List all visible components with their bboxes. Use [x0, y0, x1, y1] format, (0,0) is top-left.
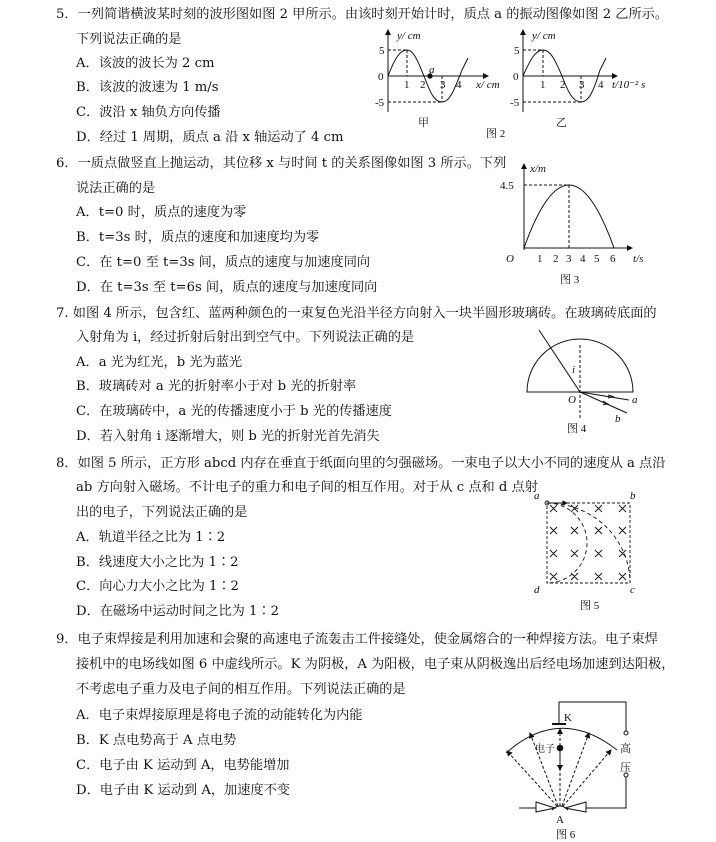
- fig5-corner-d: d: [534, 584, 540, 596]
- fig2-yi-ytick-0: 0: [513, 71, 519, 83]
- fig3-caption: 图 3: [560, 274, 580, 286]
- fig2-jia-label: 甲: [418, 117, 429, 129]
- fig2-jia-ytick-neg5: -5: [375, 97, 385, 109]
- q5-option-a: A．该波的波长为 2 cm: [76, 56, 215, 71]
- fig2-jia-xlabel: x/ cm: [476, 79, 500, 91]
- q8-stem-line2: ab 方向射入磁场。不计电子的重力和电子间的相互作用。对于从 c 点和 d 点射: [76, 480, 538, 495]
- q7-option-a: A．a 光为红光，b 光为蓝光: [76, 355, 243, 370]
- q9-stem-line1: 9．电子束焊接是利用加速和会聚的高速电子流轰击工件接缝处，使金属熔合的一种焊接方法。电子束焊: [56, 632, 658, 647]
- fig2-jia-xtick: 4: [456, 79, 462, 91]
- fig5-corner-b: b: [630, 490, 636, 502]
- q6-stem-line2: 说法正确的是: [76, 181, 156, 196]
- fig2-yi-xlabel: t/10⁻² s: [612, 79, 646, 91]
- fig2-jia-ylabel: y/ cm: [397, 30, 421, 42]
- fig3-ylabel: x/m: [530, 163, 546, 175]
- fig4-angle-i: i: [572, 364, 576, 376]
- q6-stem-line1: 6．一质点做竖直上抛运动，其位移 x 与时间 t 的关系图像如图 3 所示。下列: [56, 156, 507, 171]
- fig5-corner-a: a: [534, 490, 540, 502]
- fig3-xtick: 2: [553, 253, 559, 265]
- q6-option-c: C．在 t=0 至 t=3s 间，质点的速度与加速度同向: [76, 255, 371, 270]
- q8-stem-line1: 8．如图 5 所示，正方形 abcd 内存在垂直于纸面向里的匀强磁场。一束电子以大小不同的速度从 a 点沿: [56, 456, 666, 471]
- fig3-xtick: 3: [566, 253, 572, 265]
- fig2-yi-ytick-neg5: -5: [510, 97, 520, 109]
- fig2-point-a: a: [429, 64, 435, 76]
- q5-stem-line2: 下列说法正确的是: [76, 32, 182, 47]
- fig4-ray-a: a: [632, 394, 638, 406]
- fig2-yi-ytick-5: 5: [514, 45, 520, 57]
- fig6-anode-a: A: [556, 814, 564, 826]
- fig2-jia-xtick: 1: [404, 79, 410, 91]
- q6-option-b: B．t=3s 时，质点的速度和加速度均为零: [76, 230, 320, 245]
- fig2-jia-xtick: 2: [420, 79, 426, 91]
- q5-option-d: D．经过 1 周期，质点 a 沿 x 轴运动了 4 cm: [76, 130, 344, 145]
- fig6-high-voltage-1: 高: [620, 743, 631, 755]
- fig3-xtick: 5: [594, 253, 600, 265]
- fig3-peak-value: 4.5: [500, 180, 514, 192]
- figure-3-displacement-time-graph: [524, 164, 632, 250]
- figure-5-magnetic-field-square: [545, 501, 630, 583]
- fig6-cathode-k: K: [564, 712, 572, 724]
- q8-option-c: C．向心力大小之比为 1∶2: [76, 579, 239, 594]
- fig5-caption: 图 5: [580, 600, 600, 612]
- q7-option-c: C．在玻璃砖中，a 光的传播速度小于 b 光的传播速度: [76, 404, 392, 419]
- q7-stem-line1: 7. 如图 4 所示，包含红、蓝两种颜色的一束复色光沿半径方向射入一块半圆形玻璃砖。在玻璃砖底面的: [56, 306, 657, 321]
- fig4-caption: 图 4: [567, 423, 587, 435]
- fig3-xtick: 6: [610, 253, 616, 265]
- figure-2-jia-wave-graph: [388, 30, 488, 112]
- fig5-corner-c: c: [630, 584, 635, 596]
- fig6-high-voltage-2: 压: [620, 762, 631, 774]
- fig2-jia-ytick-5: 5: [379, 45, 385, 57]
- figure-2-yi-vibration-graph: [523, 30, 617, 112]
- fig2-jia-ytick-0: 0: [378, 71, 384, 83]
- q7-option-d: D．若入射角 i 逐渐增大，则 b 光的折射光首先消失: [76, 429, 380, 444]
- fig3-xtick: 4: [580, 253, 586, 265]
- fig2-jia-xtick: 3: [440, 79, 446, 91]
- q6-option-a: A．t=0 时，质点的速度为零: [76, 205, 247, 220]
- fig2-yi-xtick: 4: [598, 79, 604, 91]
- fig3-xlabel: t/s: [633, 253, 644, 265]
- q9-option-c: C．电子由 K 运动到 A，电势能增加: [76, 758, 290, 773]
- q9-option-a: A．电子束焊接原理是将电子流的动能转化为内能: [76, 708, 363, 723]
- q5-option-c: C．波沿 x 轴负方向传播: [76, 105, 221, 120]
- q8-option-d: D．在磁场中运动时间之比为 1∶2: [76, 604, 279, 619]
- q9-stem-line2: 接机中的电场线如图 6 中虚线所示。K 为阴极，A 为阳极，电子束从阴极逸出后经电场加速到达阳极，: [76, 657, 675, 672]
- fig2-yi-xtick: 3: [579, 79, 585, 91]
- q9-stem-line3: 不考虑电子重力及电子间的相互作用。下列说法正确的是: [76, 682, 406, 697]
- q8-stem-line3: 出的电子，下列说法正确的是: [76, 505, 248, 520]
- q7-option-b: B．玻璃砖对 a 光的折射率小于对 b 光的折射率: [76, 379, 357, 394]
- q9-option-b: B．K 点电势高于 A 点电势: [76, 733, 237, 748]
- q8-option-b: B．线速度大小之比为 1∶2: [76, 555, 239, 570]
- fig4-ray-b: b: [615, 413, 621, 425]
- fig2-yi-xtick: 2: [560, 79, 566, 91]
- figure-4-semicircle-glass: [527, 330, 633, 420]
- fig4-origin-o: O: [568, 394, 576, 406]
- q6-option-d: D．在 t=3s 至 t=6s 间，质点的速度与加速度同向: [76, 280, 378, 295]
- q9-option-d: D．电子由 K 运动到 A，加速度不变: [76, 783, 290, 798]
- fig3-xtick: 1: [537, 253, 543, 265]
- fig2-yi-ylabel: y/ cm: [532, 30, 556, 42]
- fig2-caption: 图 2: [486, 128, 506, 140]
- fig6-electron-label: 电子: [535, 744, 555, 755]
- q5-option-b: B．该波的波速为 1 m/s: [76, 80, 219, 95]
- fig2-yi-xtick: 1: [540, 79, 546, 91]
- fig6-caption: 图 6: [556, 829, 576, 841]
- q5-stem-line1: 5．一列简谐横波某时刻的波形图如图 2 甲所示。由该时刻开始计时，质点 a 的振动图像如图 2 乙所示。: [56, 7, 669, 22]
- q7-stem-line2: 入射角为 i，经过折射后射出到空气中。下列说法正确的是: [76, 330, 415, 345]
- q8-option-a: A．轨道半径之比为 1∶2: [76, 530, 226, 545]
- fig2-yi-label: 乙: [556, 117, 567, 129]
- fig3-origin: O: [506, 253, 514, 265]
